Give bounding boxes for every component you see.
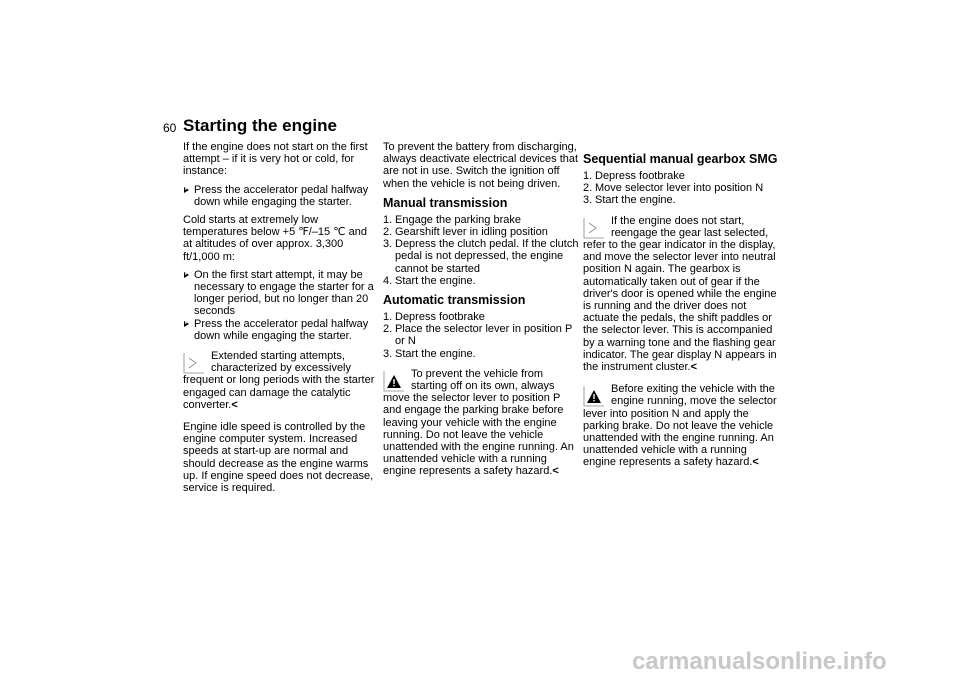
step-item: 3. Start the engine. xyxy=(383,347,476,360)
bullet-list-1 xyxy=(183,184,379,208)
step-item: 1. Engage the parking brake xyxy=(383,213,521,226)
column-3 xyxy=(583,146,779,479)
step-item: 1. Depress footbrake xyxy=(583,170,685,182)
warning-icon xyxy=(583,385,605,407)
manual-transmission-heading: Manual transmission xyxy=(383,195,508,210)
smg-note xyxy=(583,215,779,374)
automatic-transmission-heading: Automatic transmission xyxy=(383,293,526,308)
bullet-list-2 xyxy=(183,269,379,342)
bullet-item: Press the accelerator pedal halfway down while engaging the starter. xyxy=(183,184,379,208)
page-number: 60 xyxy=(163,121,177,135)
warning-icon xyxy=(383,370,405,392)
note-text: Extended starting attempts, characterized by excessively frequent or long periods with the starter engaged can damage the catalytic converter. xyxy=(183,350,375,411)
step-item: 1. Depress footbrake xyxy=(383,311,485,324)
column-2 xyxy=(383,141,579,488)
end-mark: < xyxy=(690,361,698,374)
end-mark: < xyxy=(752,456,759,469)
step-item: 2. Move selector lever into position N xyxy=(583,182,764,195)
intro-paragraph: If the engine does not start on the first attempt – if it is very hot or cold, for instance: xyxy=(183,141,368,178)
watermark: carmanualsonline.info xyxy=(632,648,887,675)
manual-steps xyxy=(383,214,579,287)
automatic-steps xyxy=(383,311,579,360)
step-item: 3. Start the engine. xyxy=(583,194,676,207)
column-1 xyxy=(183,141,379,500)
smg-steps xyxy=(583,170,779,207)
smg-heading: Sequential manual gearbox SMG xyxy=(583,152,778,166)
end-mark: < xyxy=(552,465,559,478)
note-icon xyxy=(583,217,605,239)
bullet-item: Press the accelerator pedal halfway down while engaging the starter. xyxy=(183,318,379,342)
catalytic-converter-note xyxy=(183,350,379,411)
bullet-item: On the first start attempt, it may be necessary to engage the starter for a longer period, but no longer than 20 seconds xyxy=(183,269,379,318)
step-item: 2. Place the selector lever in position P or N xyxy=(383,323,573,348)
warning-text: Before exiting the vehicle with the engine running, move the selector lever into position N and apply the parking brake. Do not leave the vehicle unattended with the engine running. An unattended vehicle with a running engine represents a safety hazard. xyxy=(583,383,777,469)
battery-paragraph: To prevent the battery from discharging, always deactivate electrical devices that are not in use. Switch the ignition off when the vehicle is not being driven. xyxy=(383,141,579,190)
step-item: 3. Depress the clutch pedal. If the clutch pedal is not depressed, the engine cannot be started xyxy=(383,238,579,275)
step-item: 4. Start the engine. xyxy=(383,274,476,287)
page-title: Starting the engine xyxy=(183,116,337,135)
cold-start-paragraph: Cold starts at extremely low temperatures below +5 ℉/–15 ℃ and at altitudes of over approx. 3,300 ft/1,000 m: xyxy=(183,214,367,263)
parking-warning xyxy=(383,368,579,478)
note-text: If the engine does not start, reengage the gear last selected, refer to the gear indicator in the display, and move the selector lever into neutral position N again. The gearbox is automatically taken out of gear if the driver's door is opened while the engine is running and the driver does not actuate the pedals, the shift paddles or the selector lever. This is accompanied by a warning tone and the flashing gear indicator. The gear display N appears in the instrument cluster. xyxy=(583,214,777,374)
smg-warning xyxy=(583,383,779,468)
warning-text: To prevent the vehicle from starting off on its own, always move the selector lever to position P and engage the parking brake before leaving your vehicle with the engine running. Do not leave the vehicle unattended with the engine running. An unattended vehicle with a running engine represents a safety hazard. xyxy=(383,367,574,478)
note-icon xyxy=(183,352,205,374)
end-mark: < xyxy=(231,398,238,411)
step-item: 2. Gearshift lever in idling position xyxy=(383,226,548,239)
idle-speed-paragraph: Engine idle speed is controlled by the engine computer system. Increased speeds at start-up are normal and should decrease as the engine warms up. If engine speed does not decrease, service is required. xyxy=(183,421,374,495)
